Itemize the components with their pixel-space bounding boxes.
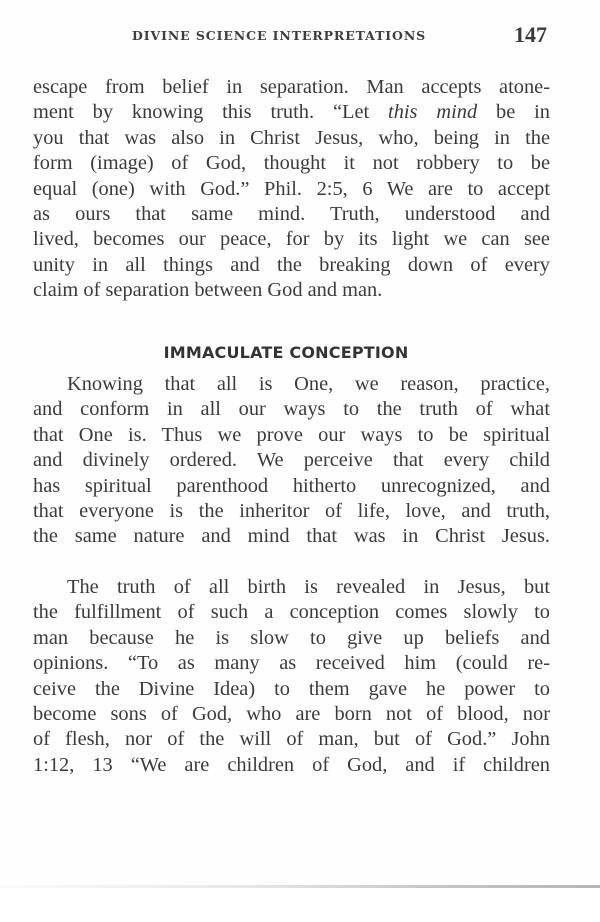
text-line: ceive the Divine Idea) to them gave he power to: [33, 677, 550, 700]
text-line: opinions. “To as many as received him (could re-: [33, 652, 550, 675]
text-line: [33, 100, 550, 125]
section-heading: [0, 343, 600, 362]
italic-emphasis: this mind: [388, 101, 478, 124]
paragraph-3: [33, 575, 550, 778]
text-line: the fulfillment of such a conception comes slowly to: [33, 601, 550, 624]
text-line: that One is. Thus we prove our ways to be spiritual: [33, 423, 550, 446]
text-line: and conform in all our ways to the truth of what: [33, 398, 550, 421]
text-line: man because he is slow to give up beliefs and: [33, 626, 550, 649]
text-line: escape from belief in separation. Man accepts atone-: [33, 76, 550, 98]
text-line: form (image) of God, thought it not robbery to be: [33, 152, 550, 175]
text-line: as ours that same mind. Truth, understood and: [33, 202, 550, 225]
page-margin-bottom: [0, 888, 600, 922]
text-line: of flesh, nor of the will of man, but of God.” John: [33, 728, 550, 751]
text-line: unity in all things and the breaking down of every: [33, 253, 550, 276]
paragraph-2: [33, 372, 550, 550]
page-number: 147: [514, 22, 547, 47]
text-line: 1:12, 13 “We are children of God, and if children: [33, 753, 550, 776]
text-line: The truth of all birth is revealed in Jesus, but: [67, 576, 550, 598]
running-head-title: DIVINE SCIENCE INTERPRETATIONS: [132, 28, 427, 43]
text-line: equal (one) with God.” Phil. 2:5, 6 We are to accept: [33, 177, 550, 200]
text-line: claim of separation between God and man.: [33, 279, 383, 302]
section-heading-text: IMMACULATE CONCEPTION: [163, 343, 409, 362]
text-line: Knowing that all is One, we reason, practice,: [67, 373, 550, 395]
text-line: that everyone is the inheritor of life, love, and truth,: [33, 499, 550, 522]
text-segment: ment by knowing this truth. “Let: [33, 101, 389, 124]
text-line: lived, becomes our peace, for by its light we can see: [33, 228, 550, 251]
text-line: you that was also in Christ Jesus, who, being in the: [33, 126, 550, 149]
text-line: become sons of God, who are born not of blood, nor: [33, 702, 550, 725]
paragraph-1: [33, 75, 550, 304]
text-line: and divinely ordered. We perceive that every child: [33, 449, 550, 472]
text-line: has spiritual parenthood hitherto unrecognized, and: [33, 474, 550, 497]
text-segment: be in: [477, 101, 550, 124]
text-line: the same nature and mind that was in Christ Jesus.: [33, 525, 550, 548]
